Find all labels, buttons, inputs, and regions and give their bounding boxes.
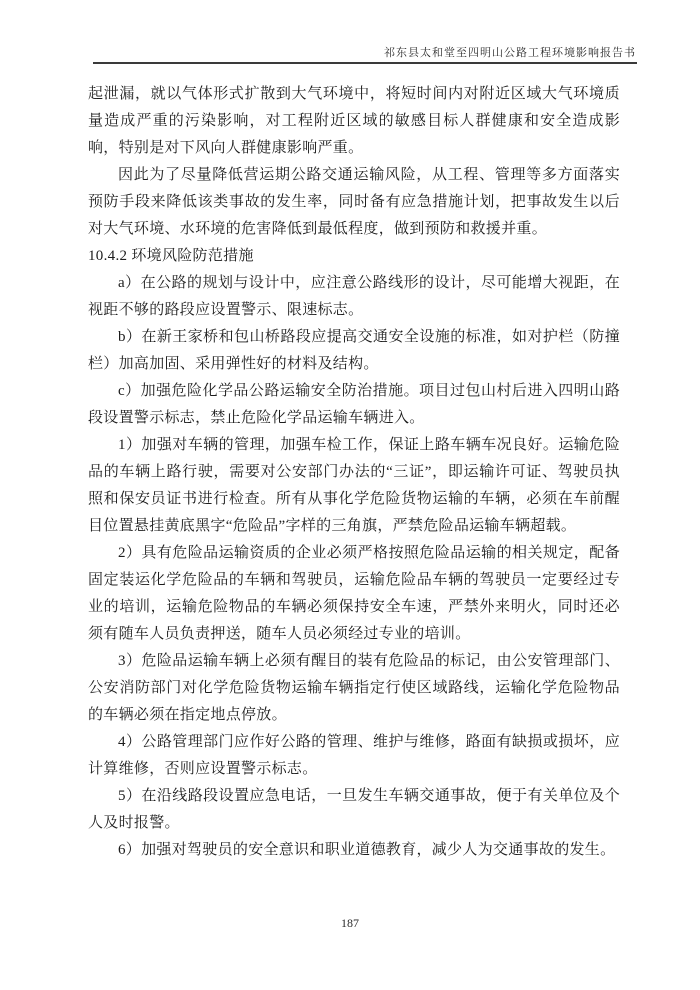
paragraph: 5）在沿线路段设置应急电话，一旦发生车辆交通事故，便于有关单位及个人及时报警。 xyxy=(88,788,620,831)
page-number: 187 xyxy=(341,916,359,930)
paragraph: c）加强危险化学品公路运输安全防治措施。项目过包山村后进入四明山路段设置警示标志，禁止危险化学品运输车辆进入。 xyxy=(88,383,620,426)
header-title: 祁东县太和堂至四明山公路工程环境影响报告书 xyxy=(384,47,636,59)
paragraph: 3）危险品运输车辆上必须有醒目的装有危险品的标记，由公安管理部门、公安消防部门对化学危险货物运输车辆指定行使区域路线，运输化学危险物品的车辆必须在指定地点停放。 xyxy=(88,653,620,723)
paragraph: 2）具有危险品运输资质的企业必须严格按照危险品运输的相关规定，配备固定装运化学危险品的车辆和驾驶员，运输危险品车辆的驾驶员一定要经过专业的培训，运输危险物品的车辆必须保持安全车速，严禁外来明火，同时还必须有随车人员负责押送，随车人员必须经过专业的培训。 xyxy=(88,545,620,642)
paragraph: b）在新王家桥和包山桥路段应提高交通安全设施的标准，如对护栏（防撞栏）加高加固、采用弹性好的材料及结构。 xyxy=(88,329,620,372)
paragraph: 6）加强对驾驶员的安全意识和职业道德教育，减少人为交通事故的发生。 xyxy=(118,842,616,858)
paragraph: 1）加强对车辆的管理，加强车检工作，保证上路车辆车况良好。运输危险品的车辆上路行驶，需要对公安部门办法的“三证”，即运输许可证、驾驶员执照和保安员证书进行检查。所有从事化学危险货物运输的车辆，必须在车前醒目位置悬挂黄底黑字“危险品”字样的三角旗，严禁危险品运输车辆超载。 xyxy=(88,437,620,534)
paragraph: 因此为了尽量降低营运期公路交通运输风险，从工程、管理等多方面落实预防手段来降低该类事故的发生率，同时备有应急措施计划，把事故发生以后对大气环境、水环境的危害降低到最低程度，做到预防和救援并重。 xyxy=(88,167,620,237)
header-rule xyxy=(93,62,637,64)
paragraph: 起泄漏，就以气体形式扩散到大气环境中，将短时间内对附近区域大气环境质量造成严重的污染影响，对工程附近区域的敏感目标人群健康和安全造成影响，特别是对下风向人群健康影响严重。 xyxy=(88,86,620,156)
paragraph: a）在公路的规划与设计中，应注意公路线形的设计，尽可能增大视距，在视距不够的路段应设置警示、限速标志。 xyxy=(88,275,620,318)
document-body xyxy=(88,81,620,864)
paragraph: 4）公路管理部门应作好公路的管理、维护与维修，路面有缺损或损坏，应计算维修，否则应设置警示标志。 xyxy=(88,734,620,777)
section-heading: 10.4.2 环境风险防范措施 xyxy=(88,248,254,264)
